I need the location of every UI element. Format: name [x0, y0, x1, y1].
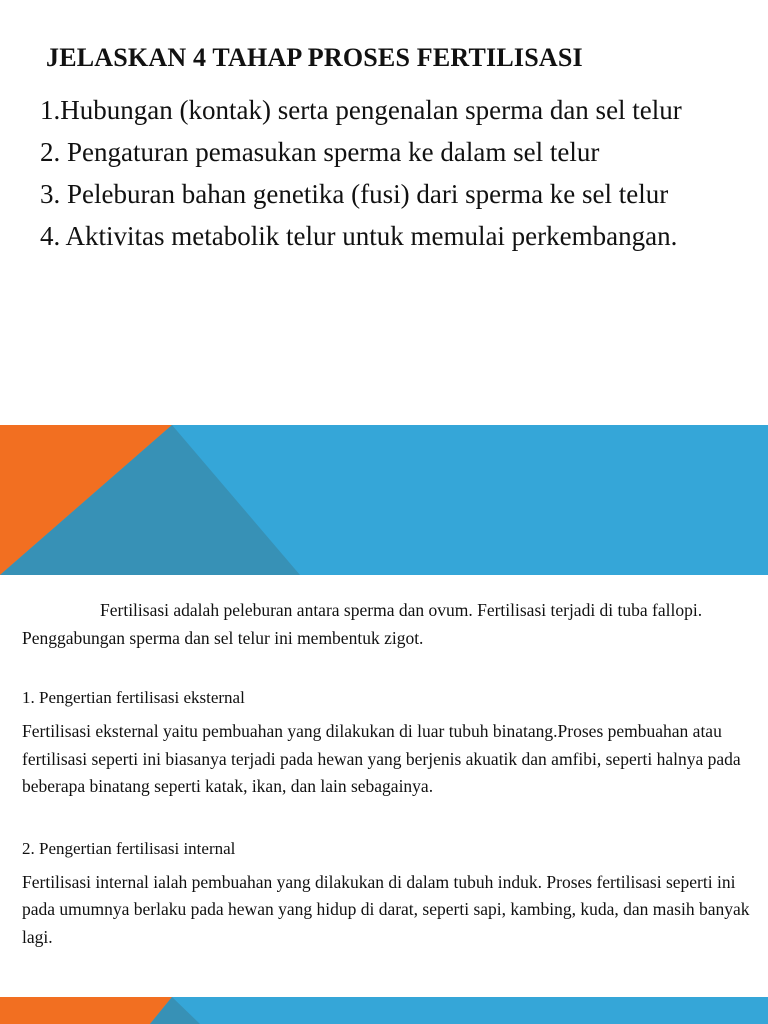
- step-item: 3. Peleburan bahan genetika (fusi) dari sperma ke sel telur: [40, 179, 669, 209]
- step-item: 1.Hubungan (kontak) serta pengenalan sperma dan sel telur: [40, 95, 682, 125]
- section-heading: 1. Pengertian fertilisasi eksternal: [22, 688, 245, 707]
- decorative-bottom-strip: [0, 997, 768, 1024]
- bottom-orange-block: [0, 997, 172, 1024]
- section-heading: 2. Pengertian fertilisasi internal: [22, 838, 236, 858]
- slide: [0, 0, 768, 425]
- section-paragraph: Fertilisasi internal ialah pembuahan yang dilakukan di dalam tubuh induk. Proses fertilisasi seperti ini pada umumnya berlaku pada hewan yang hidup di darat, seperti sapi, kambing, kuda, dan masih banyak lagi.: [22, 871, 750, 947]
- steps-list: [40, 92, 740, 260]
- section-paragraph: Fertilisasi eksternal yaitu pembuahan yang dilakukan di luar tubuh binatang.Proses pembuahan atau fertilisasi seperti ini biasanya terjadi pada hewan yang berjenis akuatik dan amfibi, seperti halnya pada beberapa binatang seperti katak, ikan, dan lain sebagainya.: [22, 721, 741, 796]
- document-body: [22, 596, 762, 987]
- step-item: 2. Pengaturan pemasukan sperma ke dalam sel telur: [40, 137, 600, 167]
- step-item: 4. Aktivitas metabolik telur untuk memulai perkembangan.: [40, 221, 678, 251]
- intro-paragraph: Fertilisasi adalah peleburan antara sperma dan ovum. Fertilisasi terjadi di tuba fallopi. Penggabungan sperma dan sel telur ini membentuk zigot.: [22, 600, 703, 648]
- decorative-banner: [0, 425, 768, 575]
- slide-title: JELASKAN 4 TAHAP PROSES FERTILISASI: [46, 43, 583, 72]
